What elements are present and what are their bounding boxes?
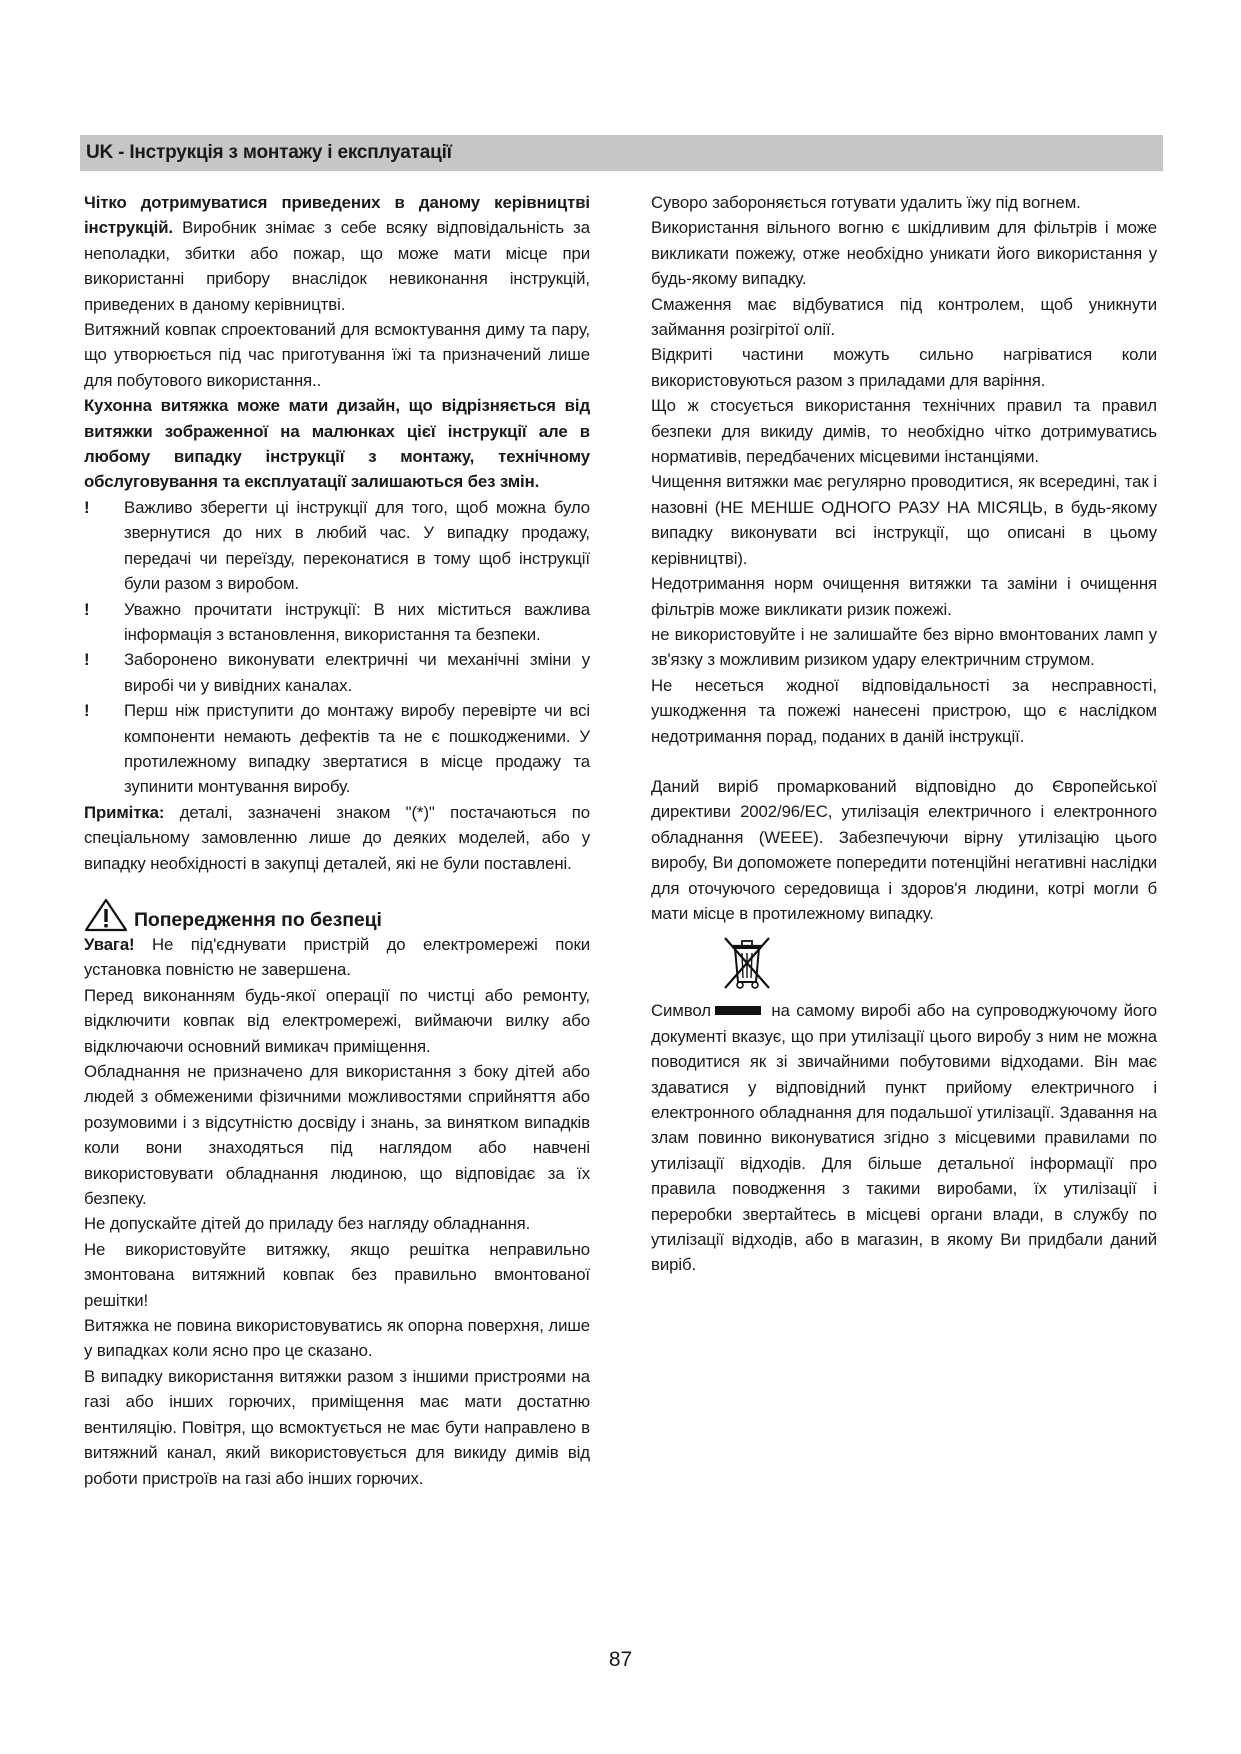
intro-bold: Чітко дотримуватися приведених в даному керівництві інструкцій. bbox=[84, 193, 590, 238]
symbol-paragraph bbox=[651, 998, 1157, 1277]
weee-symbol-block bbox=[651, 926, 1157, 998]
black-bar-symbol bbox=[715, 1006, 761, 1015]
warning-paragraph bbox=[84, 932, 590, 983]
intro-paragraph bbox=[84, 190, 590, 317]
note-label: Примітка: bbox=[84, 802, 165, 822]
safety-heading bbox=[84, 898, 590, 932]
safety-paragraph: Перед виконанням будь-якої операції по чистці або ремонту, відключити ковпак від електромережі, виймаючи вилку або відключаючи основний вимикач приміщення. bbox=[84, 985, 590, 1056]
intro-text: Виробник знімає з себе всяку відповідальність за неполадки, збитки або пожар, що може мати місце при використанні прибору внаслідок невиконання інструкцій, приведених в даному керівництві. bbox=[84, 218, 590, 314]
safety-paragraph: Відкриті частини можуть сильно нагріватися коли використовуються разом з приладами для варіння. bbox=[651, 345, 1157, 390]
bullet-item bbox=[84, 495, 590, 597]
safety-paragraph: Не використовуйте витяжку, якщо решітка неправильно змонтована витяжний ковпак без правильно вмонтованої решітки! bbox=[84, 1239, 590, 1310]
note-text: деталі, зазначені знаком "(*)" постачаються по спеціальному замовленню лише до деяких моделей, або у випадку необхідності в закупці деталей, які не були поставлені. bbox=[84, 802, 590, 873]
bullet-item bbox=[84, 647, 590, 698]
right-column bbox=[651, 190, 1157, 1278]
bullet-text: Уважно прочитати інструкції: В них міститься важлива інформація з встановлення, використання та безпеки. bbox=[124, 599, 590, 644]
section-title: UK - Інструкція з монтажу і експлуатації bbox=[86, 142, 452, 163]
bullet-text: Перш ніж приступити до монтажу виробу перевірте чи всі компоненти немають дефектів та не є пошкодженими. У протилежному випадку звертатися в місце продажу та зупинити монтування виробу. bbox=[124, 701, 590, 797]
safety-paragraph: В випадку використання витяжки разом з іншими пристроями на газі або інших горючих, приміщення має мати достатню вентиляцію. Повітря, що всмоктується не має бути направлено в витяжний канал, який використовується для викиду димів від роботи пристроїв на газі або інших горючих. bbox=[84, 1366, 590, 1488]
safety-paragraph: Що ж стосується використання технічних правил та правил безпеки для викиду димів, то необхідно чітко дотримуватись нормативів, передбачених місцевими інстанціями. bbox=[651, 396, 1157, 467]
symbol-word: Символ bbox=[651, 1001, 711, 1021]
safety-paragraph: Недотримання норм очищення витяжки та заміни і очищення фільтрів може викликати ризик пожежі. bbox=[651, 574, 1157, 619]
page-number: 87 bbox=[608, 1648, 633, 1671]
exclamation-mark: ! bbox=[84, 701, 90, 721]
left-column bbox=[84, 190, 590, 1491]
exclamation-mark: ! bbox=[84, 599, 90, 619]
design-note-paragraph: Кухонна витяжка може мати дизайн, що відрізняється від витяжки зображенної на малюнках цієї інструкції але в любому випадку інструкції з монтажу, технічному обслуговування та експлуатації залишаються без змін. bbox=[84, 396, 590, 492]
bullet-text: Заборонено виконувати електричні чи механічні зміни у виробі чи у вивідних каналах. bbox=[124, 650, 590, 695]
safety-paragraph: Не несеться жодної відповідальності за несправності, ушкодження та пожежі нанесені пристрою, що є наслідком недотримання порад, поданих в даній інструкції. bbox=[651, 675, 1157, 746]
safety-paragraph: Витяжка не повина використовуватись як опорна поверхня, лише у випадках коли ясно про це сказано. bbox=[84, 1316, 590, 1361]
safety-title: Попередження по безпеці bbox=[134, 908, 382, 931]
weee-paragraph: Даний виріб промаркований відповідно до Європейської директиви 2002/96/EC, утилізація електричного і електронного обладнання (WEEE). Забезпечуючи вірну утилізацію цього виробу, Ви допоможете попередити потенційні негативні наслідки для оточуючого середовища і здоров'я людини, котрі могли б мати місце в протилежному випадку. bbox=[651, 776, 1157, 923]
safety-paragraph: Обладнання не призначено для використання з боку дітей або людей з обмеженими фізичними можливостями сприйняття або розумовими і з відсутністю досвіду і знань, за винятком випадків коли вони знаходяться під наглядом або навчені використовувати обладнання людиною, що відповідає за їх безпеку. bbox=[84, 1062, 590, 1209]
safety-paragraph: не використовуйте і не залишайте без вірно вмонтованих ламп у зв'язку з можливим ризиком удару електричним струмом. bbox=[651, 624, 1157, 670]
warning-triangle-icon bbox=[84, 898, 128, 932]
bullet-text: Важливо зберегти ці інструкції для того, щоб можна було звернутися до них в любий час. У випадку продажу, передачі чи переїзду, переконатися в тому щоб інструкції були разом з виробом. bbox=[124, 497, 590, 594]
symbol-text: на самому виробі або на супроводжуючому його документі вказує, що при утилізації цього виробу з ним не можна поводитися як зі звичайними побутовими відходами. Він має здаватися у відповідний пункт прийому електричного і електронного обладнання для подальшої утилізації. Здавання на злам повинно виконуватися згідно з місцевими правилами по утилізації відходів. Для більше детальної інформації про правила поводження з такими виробами, їх утилізації і переробки звертайтесь в місцеві органи влади, в службу по утилізації відходів, або в магазин, в якому Ви придбали даний виріб. bbox=[651, 1001, 1157, 1275]
note-paragraph bbox=[84, 800, 590, 876]
exclamation-mark: ! bbox=[84, 650, 90, 670]
exclamation-mark: ! bbox=[84, 497, 90, 517]
warning-text: Не під'єднувати пристрій до електромережі поки установка повністю не завершена. bbox=[84, 934, 590, 980]
bullet-item bbox=[84, 698, 590, 800]
safety-paragraph: Смаження має відбуватися під контролем, щоб уникнути займання розігрітої олії. bbox=[651, 294, 1157, 340]
warning-label: Увага! bbox=[84, 934, 135, 954]
hood-purpose-paragraph: Витяжний ковпак спроектований для всмоктування диму та пару, що утворюється під час приготування їжі та призначений лише для побутового використання.. bbox=[84, 320, 590, 390]
crossed-bin-icon bbox=[717, 934, 777, 992]
section-header-bar bbox=[80, 135, 1163, 171]
safety-paragraph: Не допускайте дітей до приладу без нагляду обладнання. bbox=[84, 1214, 531, 1234]
bullet-item bbox=[84, 597, 590, 648]
safety-paragraph: Чищення витяжки має регулярно проводитися, як всередині, так і назовні (НЕ МЕНШЕ ОДНОГО РАЗУ НА МІСЯЦЬ, в будь-якому випадку виконувати всі інструкції, що описані в цьому керівництві). bbox=[651, 472, 1157, 568]
spacer bbox=[651, 749, 1157, 774]
safety-paragraph: Використання вільного вогню є шкідливим для фільтрів і може викликати пожежу, отже необхідно уникати його використання у будь-якому випадку. bbox=[651, 218, 1157, 289]
safety-paragraph: Суворо забороняється готувати удалить їжу під вогнем. bbox=[651, 193, 1081, 212]
